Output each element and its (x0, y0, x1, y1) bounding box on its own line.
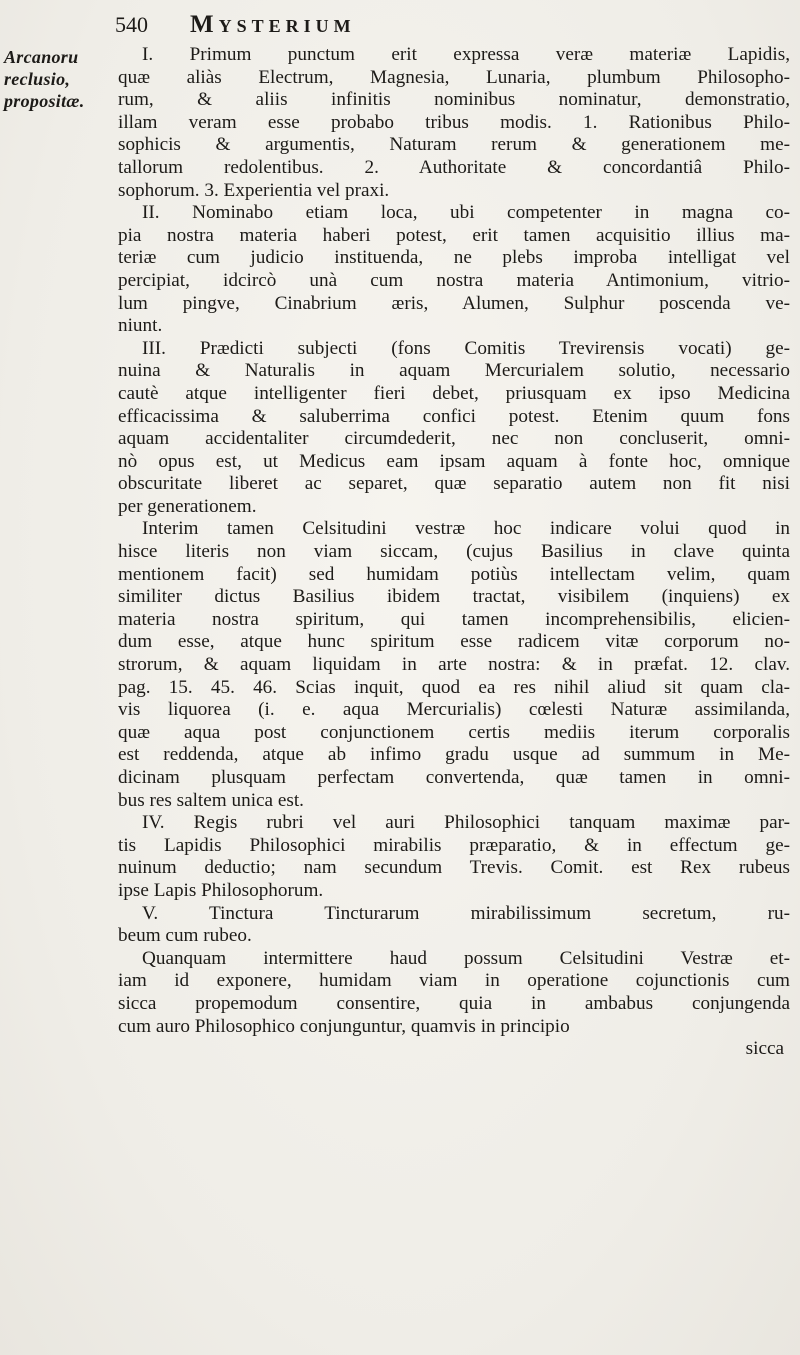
running-title: Mysterium (190, 11, 356, 38)
text-line: similiter dictus Basilius ibidem tractat, visibilem (inquiens) ex (118, 586, 790, 608)
text-line: Interim tamen Celsitudini vestræ hoc indicare volui quod in (142, 518, 790, 540)
text-line: cautè atque intelligenter fieri debet, priusquam ex ipso Medicina (118, 382, 790, 404)
text-line: niunt. (118, 315, 163, 337)
text-line: efficacissima & saluberrima confici potest. Etenim quum fons (118, 405, 790, 427)
text-line: est reddenda, atque ab infimo gradu usque ad summum in Me- (118, 744, 790, 766)
page-number: 540 (115, 12, 148, 37)
text-line: sophorum. 3. Experientia vel praxi. (118, 179, 390, 201)
text-line: sophicis & argumentis, Naturam rerum & generationem me- (118, 134, 790, 156)
page-header (115, 8, 760, 42)
text-line: III. Prædicti subjecti (fons Comitis Trevirensis vocati) ge- (142, 337, 790, 359)
paragraph (118, 202, 790, 338)
margin-note (4, 46, 104, 112)
text-line: teriæ cum judicio instituenda, ne plebs improba intelligat vel (118, 247, 790, 269)
text-line: nuina & Naturalis in aquam Mercurialem solutio, necessario (118, 360, 790, 382)
text-line: sicca propemodum consentire, quia in ambabus conjungenda (118, 992, 790, 1014)
text-line: nò opus est, ut Medicus eam ipsam aquam à fonte hoc, omnique (118, 450, 790, 472)
paragraph (118, 812, 790, 902)
text-line: bus res saltem unica est. (118, 789, 304, 811)
text-line: pia nostra materia haberi potest, erit tamen acquisitio illius ma- (118, 224, 790, 246)
text-line: cum auro Philosophico conjunguntur, quamvis in principio (118, 1015, 570, 1037)
text-line: iam id exponere, humidam viam in operatione cojunctionis cum (118, 970, 790, 992)
text-line: vis liquorea (i. e. aqua Mercurialis) cœlesti Naturæ assimilanda, (118, 699, 790, 721)
text-line: materia nostra spiritum, qui tamen incomprehensibilis, elicien- (118, 608, 790, 630)
text-line: hisce literis non viam siccam, (cujus Basilius in clave quinta (118, 541, 790, 563)
paragraph (118, 948, 790, 1038)
text-line: pag. 15. 45. 46. Scias inquit, quod ea res nihil aliud sit quam cla- (118, 676, 790, 698)
text-line: beum cum rubeo. (118, 925, 252, 947)
catchword: sicca (745, 1038, 784, 1060)
text-line: quæ aqua post conjunctionem certis mediis iterum corporalis (118, 721, 790, 743)
text-line: Quanquam intermittere haud possum Celsitudini Vestræ et- (142, 947, 790, 969)
paragraph (118, 44, 790, 202)
paragraph (118, 338, 790, 519)
text-line: obscuritate liberet ac separet, quæ separatio autem non fit nisi (118, 473, 790, 495)
text-line: percipiat, idcircò unà cum nostra materia Antimonium, vitrio- (118, 269, 790, 291)
body-text (118, 44, 790, 1061)
text-line: ipse Lapis Philosophorum. (118, 879, 324, 901)
text-line: per generationem. (118, 495, 257, 517)
text-line: tis Lapidis Philosophici mirabilis præparatio, & in effectum ge- (118, 834, 790, 856)
text-line: mentionem facit) sed humidam potiùs intellectam velim, quam (118, 563, 790, 585)
text-line: quæ aliàs Electrum, Magnesia, Lunaria, plumbum Philosopho- (118, 66, 790, 88)
text-line: rum, & aliis infinitis nominibus nominatur, demonstratio, (118, 89, 790, 111)
text-line: dum esse, atque hunc spiritum esse radicem vitæ corporum no- (118, 631, 790, 653)
text-line: aquam accidentaliter circumdederit, nec non concluserit, omni- (118, 428, 790, 450)
text-line: IV. Regis rubri vel auri Philosophici tanquam maximæ par- (142, 812, 790, 834)
text-line: lum pingve, Cinabrium æris, Alumen, Sulphur poscenda ve- (118, 292, 790, 314)
text-line: II. Nominabo etiam loca, ubi competenter in magna co- (142, 202, 790, 224)
margin-note-line: propositæ. (4, 91, 85, 111)
margin-note-line: Arcanoru (4, 47, 79, 67)
text-line: nuinum deductio; nam secundum Trevis. Comit. est Rex rubeus (118, 857, 790, 879)
text-line: illam veram esse probabo tribus modis. 1. Rationibus Philo- (118, 111, 790, 133)
paragraph (118, 903, 790, 948)
paragraph (118, 518, 790, 812)
text-line: I. Primum punctum erit expressa veræ materiæ Lapidis, (142, 44, 790, 65)
text-line: dicinam plusquam perfectam convertenda, quæ tamen in omni- (118, 767, 790, 788)
text-line: strorum, & aquam liquidam in arte nostra: & in præfat. 12. clav. (118, 654, 790, 676)
text-line: V. Tinctura Tincturarum mirabilissimum secretum, ru- (142, 902, 790, 924)
margin-note-line: reclusio, (4, 69, 71, 89)
text-line: tallorum redolentibus. 2. Authoritate & concordantiâ Philo- (118, 156, 790, 178)
